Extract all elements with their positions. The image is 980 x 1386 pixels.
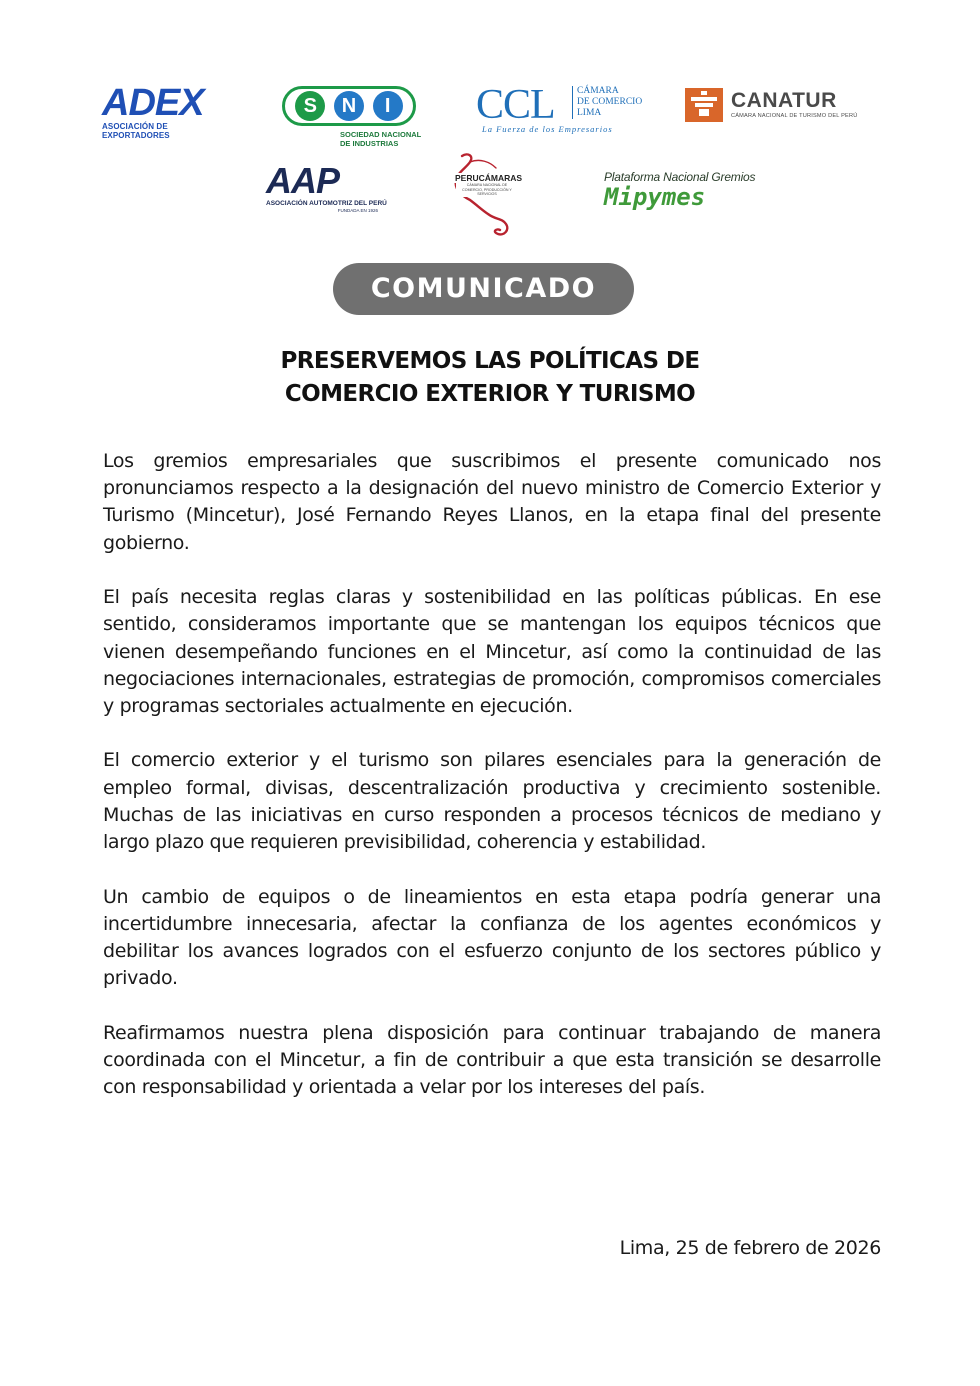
ccl-logo-name: CCL — [476, 82, 555, 128]
ccl-logo-side — [572, 86, 657, 119]
perucamaras-logo-subtitle: CÁMARA NACIONAL DE COMERCIO, PRODUCCIÓN Y SERVICIOS — [456, 183, 518, 197]
canatur-emblem-icon — [685, 88, 723, 122]
ccl-side-line1: CÁMARA — [577, 86, 619, 96]
aap-logo-founded: FUNDADA EN 1926 — [337, 208, 378, 213]
perucamaras-logo — [440, 150, 530, 240]
aap-logo-name: AAP — [266, 160, 340, 201]
perucamaras-logo-name: PERUCÁMARAS — [455, 173, 523, 183]
canatur-logo — [685, 88, 860, 128]
ccl-logo — [476, 84, 646, 138]
sni-logo-pill — [282, 86, 416, 126]
ccl-side-line2: DE COMERCIO — [577, 97, 643, 107]
adex-logo-subtitle: ASOCIACIÓN DE EXPORTADORES — [102, 122, 170, 140]
canatur-logo-subtitle: CÁMARA NACIONAL DE TURISMO DEL PERÚ — [731, 113, 858, 119]
mipymes-logo — [604, 170, 754, 216]
sni-letter-i: I — [373, 91, 403, 121]
comunicado-badge: COMUNICADO — [333, 263, 634, 315]
body-paragraph-3: El comercio exterior y el turismo son pilares esenciales para la generación de empleo formal, divisas, descentralización productiva y crecimiento sostenible. Muchas de las iniciativas en curso responden a procesos técnicos de mediano y largo plazo que requieren previsibilidad, coherencia y estabilidad. — [103, 749, 881, 854]
document-date: Lima, 25 de febrero de 2026 — [619, 1237, 881, 1259]
ccl-side-line3: LIMA — [577, 108, 602, 118]
body-paragraph-4: Un cambio de equipos o de lineamientos en esta etapa podría generar una incertidumbre innecesaria, afectar la confianza de los agentes económicos y debilitar los avances logrados con el esfuerzo conjunto de los sectores público y privado. — [103, 885, 881, 990]
adex-logo — [102, 82, 232, 140]
sni-letter-n: N — [334, 91, 364, 121]
sni-subtitle-line1: SOCIEDAD NACIONAL — [340, 130, 422, 139]
body-paragraph-2: El país necesita reglas claras y sostenibilidad en las políticas públicas. En ese sentido, consideramos importante que se mantengan los equipos técnicos que vienen desempeñando funciones en el Mincetur, así como la continuidad de las negociaciones internacionales, estrategias de promoción, compromisos comerciales y programas sectoriales actualmente en ejecución. — [103, 586, 881, 717]
body-paragraph-1: Los gremios empresariales que suscribimos el presente comunicado nos pronunciamos respecto a la designación del nuevo ministro de Comercio Exterior y Turismo (Mincetur), José Fernando Reyes Llanos, en la etapa final del presente gobierno. — [103, 450, 881, 554]
document-title — [100, 345, 880, 411]
sni-logo-subtitle — [340, 130, 422, 148]
aap-logo-subtitle: ASOCIACIÓN AUTOMOTRIZ DEL PERÚ — [266, 200, 387, 207]
document-title-line1: PRESERVEMOS LAS POLÍTICAS DE — [280, 348, 700, 374]
sni-letter-s: S — [295, 91, 325, 121]
body-paragraph-5: Reafirmamos nuestra plena disposición para continuar trabajando de manera coordinada con el Mincetur, a fin de contribuir a que esta transición se desarrolle con responsabilidad y orientada a velar por los intereses del país. — [103, 1021, 881, 1099]
canatur-logo-name: CANATUR — [731, 89, 837, 112]
aap-logo — [266, 160, 396, 216]
document-title-line2: COMERCIO EXTERIOR Y TURISMO — [284, 381, 696, 407]
sni-logo — [282, 86, 422, 150]
mipymes-logo-name: Mipymes — [604, 183, 706, 211]
sni-subtitle-line2: DE INDUSTRIAS — [340, 139, 399, 148]
adex-logo-name: ADEX — [102, 82, 204, 124]
mipymes-logo-top: Plataforma Nacional Gremios — [604, 170, 756, 184]
document-body — [103, 448, 881, 1129]
ccl-logo-tagline: La Fuerza de los Empresarios — [482, 124, 613, 134]
